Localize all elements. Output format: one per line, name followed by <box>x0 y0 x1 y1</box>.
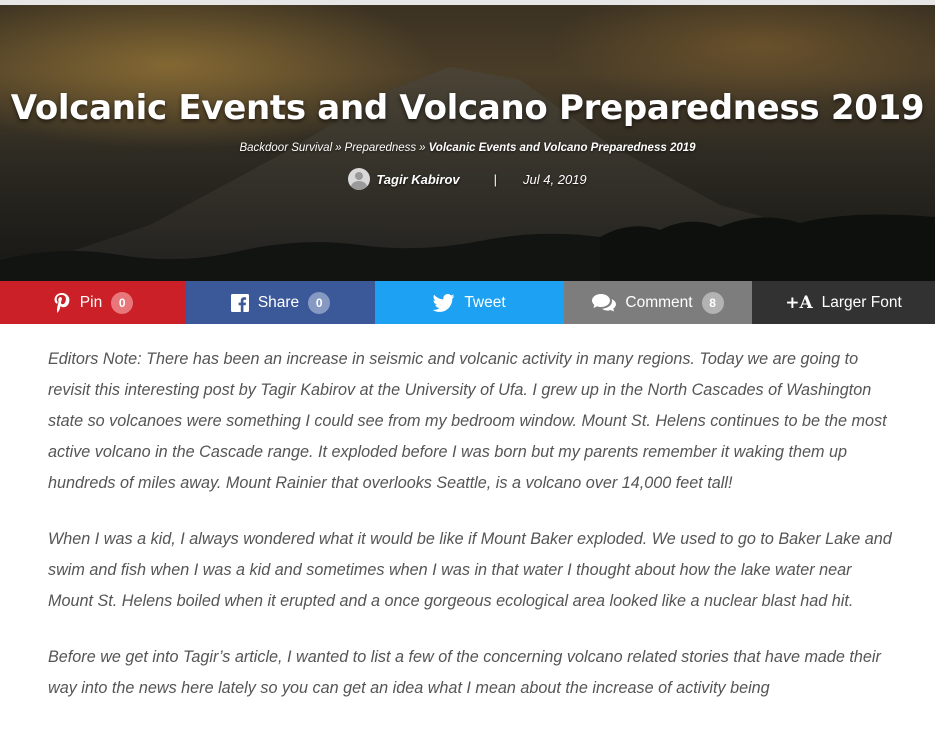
post-meta <box>0 168 935 190</box>
breadcrumb-current: Volcanic Events and Volcano Preparedness 2019 <box>428 142 696 154</box>
comment-button[interactable] <box>564 281 752 324</box>
pin-count-badge: 0 <box>111 292 133 314</box>
pinterest-icon <box>53 292 71 314</box>
hero-banner <box>0 5 935 281</box>
author-name[interactable]: Tagir Kabirov <box>376 171 460 187</box>
facebook-share-button[interactable] <box>186 281 375 324</box>
pin-button[interactable] <box>0 281 186 324</box>
breadcrumb <box>0 142 935 154</box>
share-bar <box>0 281 935 324</box>
article-paragraph: Editors Note: There has been an increase in seismic and volcanic activity in many regions. Today we are going to revisit this interesting post by Tagir Kabirov at the University of Ufa. I grew up in the North Cascades of Washington state so volcanoes were something I could see from my bedroom window. Mount St. Helens continues to be the most active volcano in the Cascade range. It exploded before I was born but my parents remember it waking them up hundreds of miles away. Mount Rainier that overlooks Seattle, is a volcano over 14,000 feet tall! <box>48 350 887 492</box>
pin-label: Pin <box>79 293 103 311</box>
font-size-icon: +A <box>785 292 813 313</box>
tweet-button[interactable] <box>375 281 564 324</box>
twitter-icon <box>433 294 455 312</box>
comment-count-badge: 8 <box>702 292 724 314</box>
breadcrumb-separator: » <box>419 142 426 154</box>
article-paragraph: When I was a kid, I always wondered what it would be like if Mount Baker exploded. We used to go to Baker Lake and swim and fish when I was a kid and sometimes when I was in that water I thought about how the lake water near Mount St. Helens boiled when it erupted and a once gorgeous ecological area looked like a nuclear blast had hit. <box>48 530 892 610</box>
meta-divider: | <box>493 171 498 187</box>
facebook-icon <box>231 294 249 312</box>
article-paragraph: Before we get into Tagir’s article, I wanted to list a few of the concerning volcano related stories that have made their way into the news here lately so you can get an idea what I mean about the increase of activity being <box>48 648 881 697</box>
larger-font-button[interactable] <box>752 281 935 324</box>
author-avatar-icon <box>348 168 370 190</box>
comment-label: Comment <box>625 293 693 311</box>
larger-font-label: Larger Font <box>821 293 902 311</box>
share-label: Share <box>257 293 300 311</box>
post-date: Jul 4, 2019 <box>523 171 587 187</box>
tweet-label: Tweet <box>464 293 506 311</box>
breadcrumb-separator: » <box>335 142 342 154</box>
share-count-badge: 0 <box>308 292 330 314</box>
page-title: Volcanic Events and Volcano Preparedness 2019 <box>10 88 925 128</box>
breadcrumb-home[interactable]: Backdoor Survival <box>239 142 333 154</box>
comments-icon <box>592 294 616 312</box>
breadcrumb-preparedness[interactable]: Preparedness <box>344 142 417 154</box>
article-body <box>48 344 893 729</box>
